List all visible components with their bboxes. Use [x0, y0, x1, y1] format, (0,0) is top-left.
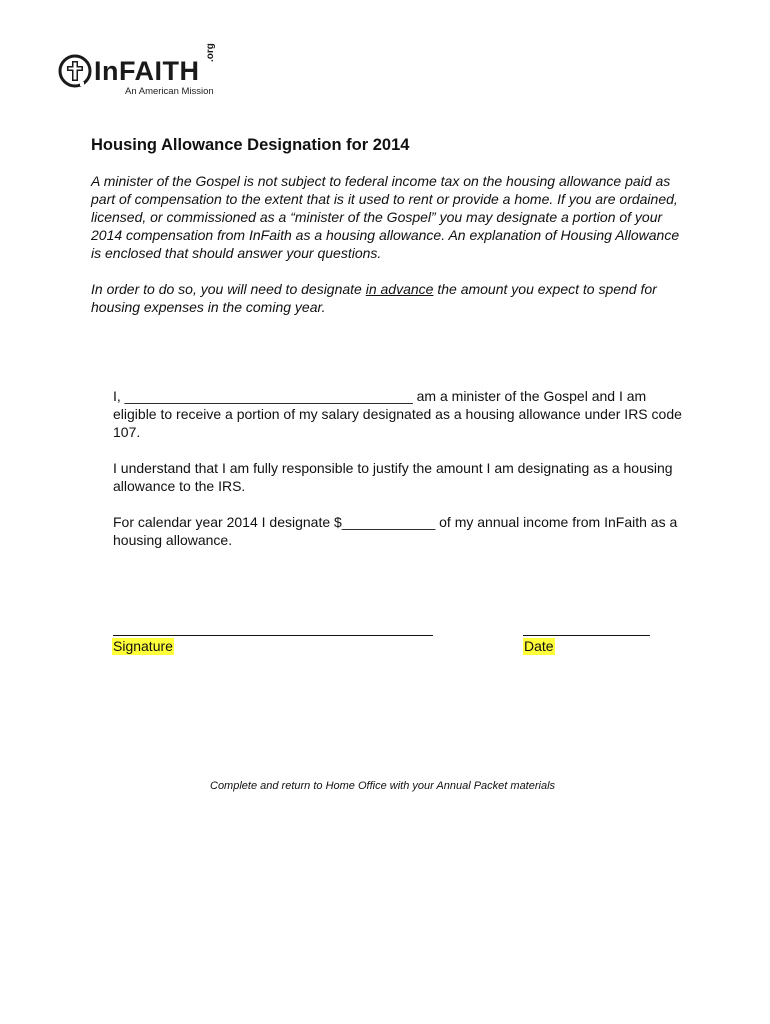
- cross-circle-icon: [58, 54, 92, 88]
- advance-text-after: the amount you expect to spend for housing expenses in the coming year.: [91, 281, 657, 315]
- logo-tld: .org: [205, 43, 216, 62]
- date-line[interactable]: [523, 635, 650, 636]
- responsibility-statement: I understand that I am fully responsible to justify the amount I am designating as a housing allowance to the IRS.: [113, 460, 673, 494]
- minister-declaration: I, _____________________________________ am a minister of the Gospel and I am eligible to receive a portion of my salary designated as a housing allowance under IRS code 107.: [113, 388, 682, 440]
- intro-paragraph: A minister of the Gospel is not subject to federal income tax on the housing allowance paid as part of compensation to the extent that is it used to rent or provide a home. If you are ordained, licensed, or commissioned as a “minister of the Gospel” you may designate a portion of your 2014 compensation from InFaith as a housing allowance. An explanation of Housing Allowance is enclosed that should answer your questions.: [91, 173, 680, 261]
- date-label: Date: [524, 638, 554, 654]
- signature-label: Signature: [113, 638, 173, 654]
- logo-wordmark: InFAITH: [94, 56, 200, 86]
- document-title: Housing Allowance Designation for 2014: [91, 136, 410, 154]
- infaith-logo: [58, 43, 238, 102]
- signature-line[interactable]: [113, 635, 433, 636]
- designation-statement: For calendar year 2014 I designate $____________ of my annual income from InFaith as a housing allowance.: [113, 514, 678, 548]
- advance-paragraph: [91, 280, 691, 316]
- logo-tagline: An American Mission: [125, 86, 214, 97]
- advance-underlined: in advance: [365, 281, 434, 297]
- footer-instruction: Complete and return to Home Office with your Annual Packet materials: [210, 780, 556, 792]
- advance-text-before: In order to do so, you will need to designate: [91, 281, 366, 297]
